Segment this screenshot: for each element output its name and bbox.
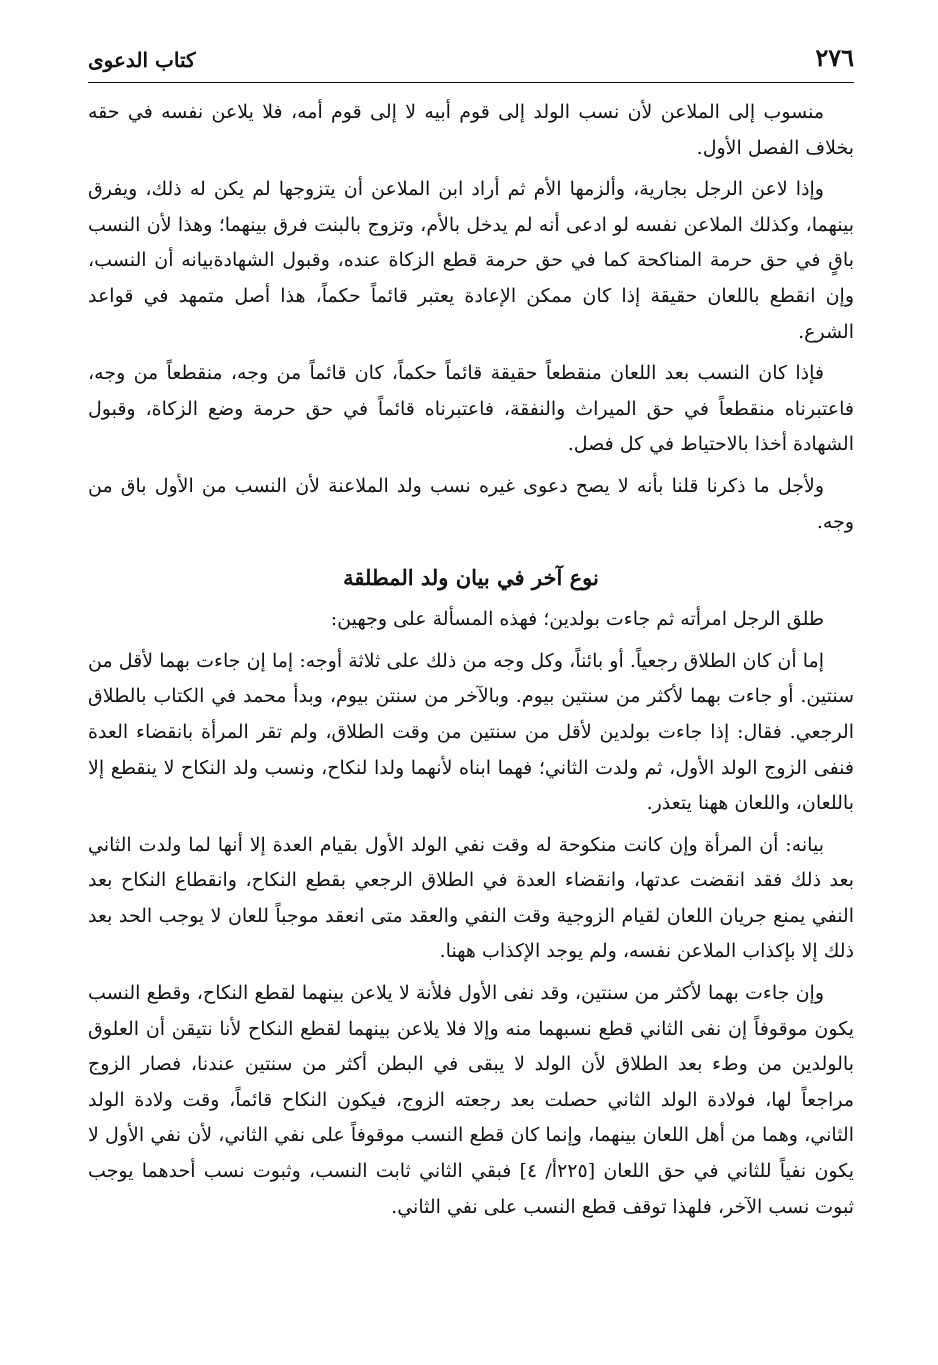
- paragraph: إما أن كان الطلاق رجعياً. أو بائناً، وكل وجه من ذلك على ثلاثة أوجه: إما إن جاءت بهما لأقل من سنتين. أو جاءت بهما لأكثر من سنتين بيوم. وبالآخر من سنتن بيوم، وبدأ محمد في الكتاب بالطلاق الرجعي. فقال: إذا جاءت بولدين لأقل من سنتين من وقت الطلاق، ولم تقر المرأة بانقضاء العدة فنفى الزوج الولد الأول، ثم ولدت الثاني؛ فهما ابناه لأنهما ولدا لنكاح، ونسب ولد النكاح لا ينقطع إلا باللعان، واللعان ههنا يتعذر.: [88, 649, 854, 815]
- page-body: [88, 95, 854, 1225]
- paragraph: فإذا كان النسب بعد اللعان منقطعاً حقيقة قائماً حكماً، كان قائماً من وجه، منقطعاً من وجه، فاعتبرناه منقطعاً في حق الميراث والنفقة، فاعتبرناه قائماً في حق حرمة وضع الزكاة، وقبول الشهادة أخذا بالاحتياط في كل فصل.: [88, 362, 854, 456]
- paragraph: طلق الرجل امرأته ثم جاءت بولدين؛ فهذه المسألة على وجهين:: [330, 608, 824, 631]
- header-rule: [88, 82, 854, 83]
- page-header: [88, 32, 854, 72]
- paragraph: ولأجل ما ذكرنا قلنا بأنه لا يصح دعوى غيره نسب ولد الملاعنة لأن النسب من الأول باق من وجه.: [88, 474, 854, 533]
- paragraph: منسوب إلى الملاعن لأن نسب الولد إلى قوم أبيه لا إلى قوم أمه، فلا يلاعن نفسه في حقه بخلاف الفصل الأول.: [88, 101, 854, 159]
- page-number: ٢٧٦: [815, 43, 854, 72]
- section-heading: نوع آخر في بيان ولد المطلقة: [343, 565, 599, 591]
- paragraph: وإذا لاعن الرجل بجارية، وألزمها الأم ثم أراد ابن الملاعن أن يتزوجها لم يكن له ذلك، ويفرق بينهما، وكذلك الملاعن نفسه لو ادعى أنه لم يدخل بالأم، وتزوج بالبنت فرق بينهما؛ وهذا لأن النسب باقٍ في حق حرمة المناكحة كما في حق حرمة قطع الزكاة عنده، وقبول الشهادةبيانه أن النسب، وإن انقطع باللعان حقيقة إذا كان ممكن الإعادة يعتبر قائماً حكماً، هذا أصل متمهد في قواعد الشرع.: [88, 178, 854, 343]
- paragraph: وإن جاءت بهما لأكثر من سنتين، وقد نفى الأول فلأنة لا يلاعن بينهما لقطع النكاح، وقطع النسب يكون موقوفاً إن نفى الثاني قطع نسبهما منه وإلا فلا يلاعن بينهما لقطع النكاح لأنا نتيقن أن العلوق بالولدين من وطء بعد الطلاق لأن الولد لا يبقى في البطن أكثر من سنتين عندنا، فصار الزوج مراجعاً لها، فولادة الولد الثاني حصلت بعد رجعته الزوج، فيكون النكاح قائماً، وقت ولادة الولد الثاني، وهما من أهل اللعان بينهما، وإنما كان قطع النسب موقوفاً على نفي الثاني، لأن نفي الأول لا يكون نفياً للثاني في حق اللعان [٢٢٥أ/ ٤] فبقي الثاني ثابت النسب، وثبوت نسب أحدهما يوجب ثبوت نسب الآخر، فلهذا توقف قطع النسب على نفي الثاني.: [88, 982, 855, 1218]
- paragraph: بيانه: أن المرأة وإن كانت منكوحة له وقت نفي الولد الأول بقيام العدة إلا أنها لما ولدت الثاني بعد ذلك فقد انقضت عدتها، وانقضاء العدة في الطلاق الرجعي بقطع النكاح، وانقطاع النكاح بعد النفي يمنع جريان اللعان لقيام الزوجية وقت النفي والعقد متى انعقد موجباً للعان لا يوجب الحد بعد ذلك إلا بإكذاب الملاعن نفسه، ولم يوجد الإكذاب ههنا.: [88, 833, 854, 963]
- book-title: كتاب الدعوى: [88, 48, 196, 72]
